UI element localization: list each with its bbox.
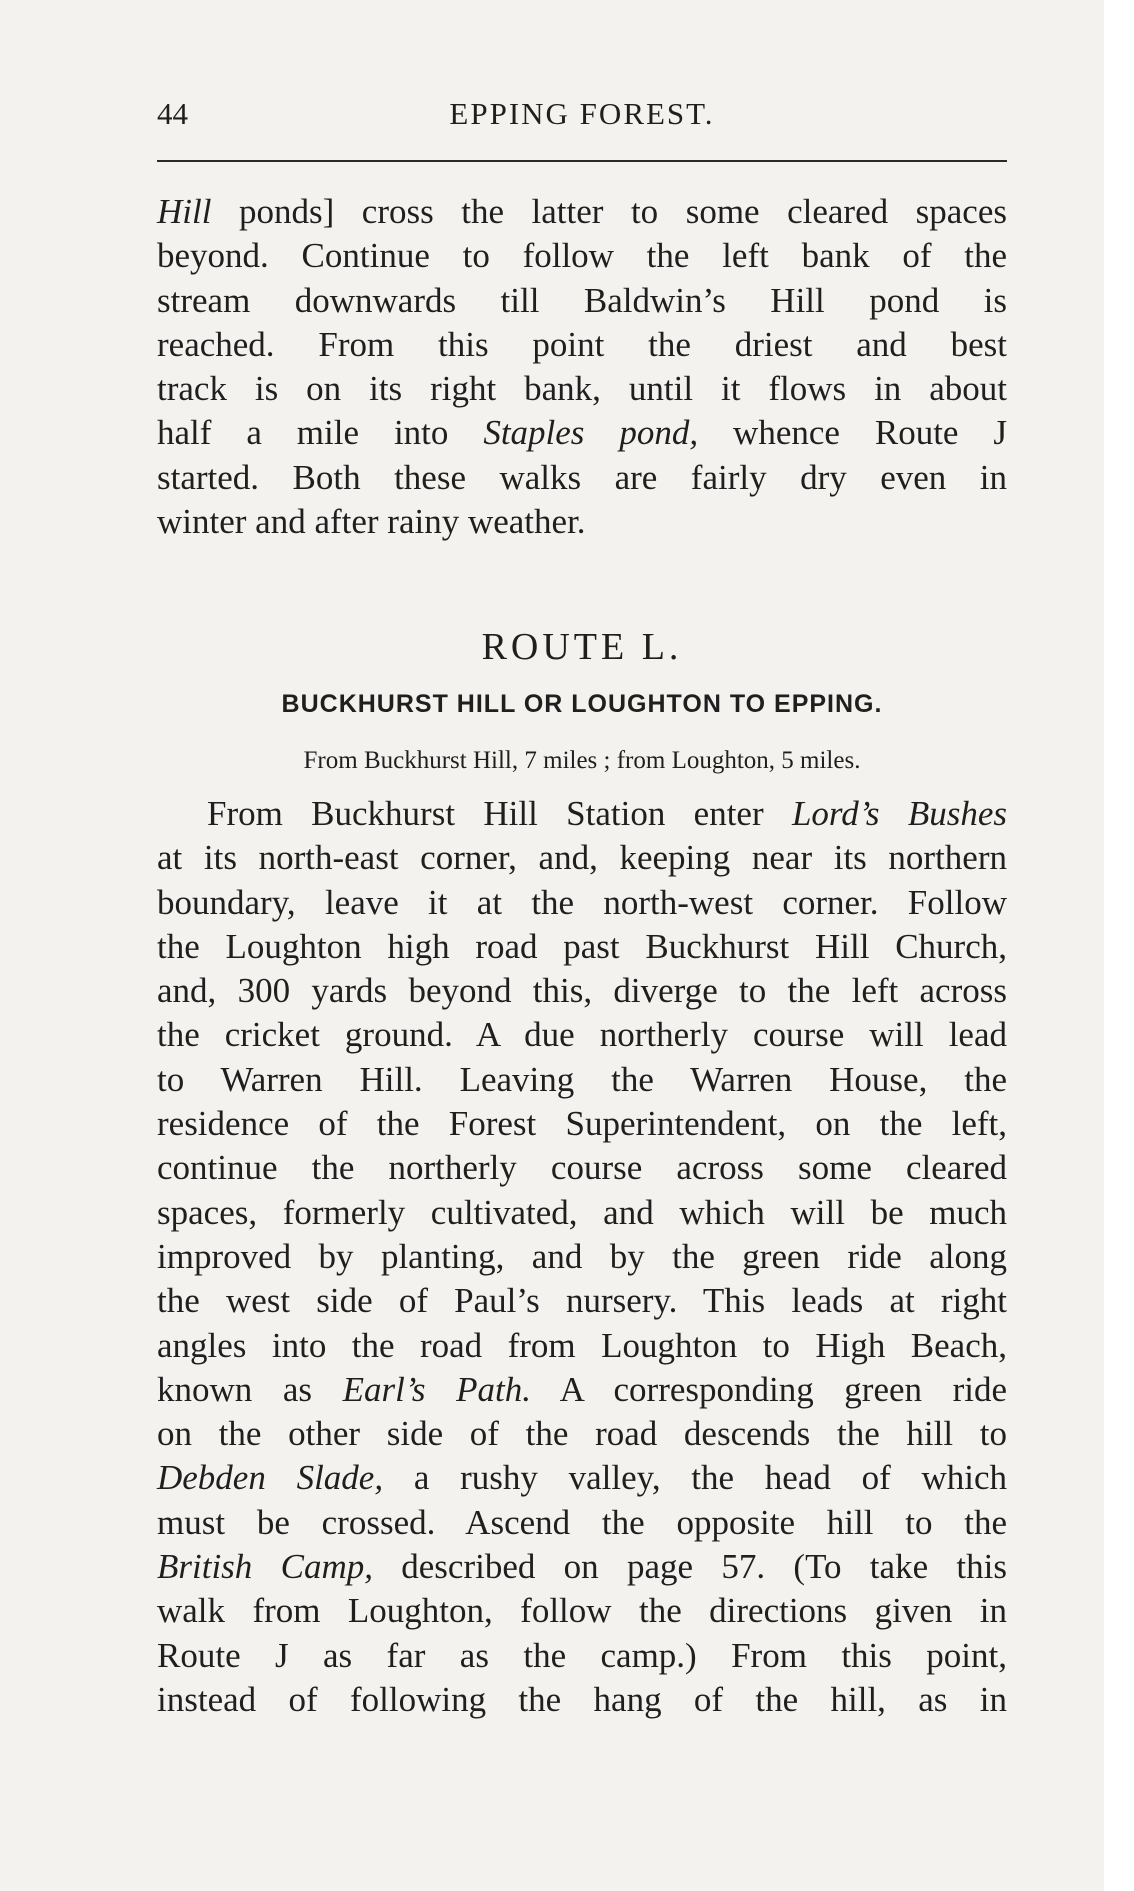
text-line: walk from Loughton, follow the directions given in: [157, 1591, 1007, 1631]
text-line: spaces, formerly cultivated, and which will be much: [157, 1192, 1007, 1232]
text-line: on the other side of the road descends the hill to: [157, 1414, 1007, 1454]
text-line: at its north-east corner, and, keeping near its northern: [157, 838, 1007, 878]
text-line: must be crossed. Ascend the opposite hill to the: [157, 1502, 1007, 1542]
text-line: continue the northerly course across some cleared: [157, 1148, 1007, 1188]
text-line: reached. From this point the driest and best: [157, 324, 1007, 364]
italic-place-name: British Camp,: [157, 1547, 373, 1587]
text-line: From Buckhurst Hill Station enter Lord’s Bushes: [207, 794, 1007, 833]
text-line: beyond. Continue to follow the left bank of the: [157, 236, 1007, 276]
text-line: British Camp, described on page 57. (To take this: [157, 1547, 1007, 1587]
text-line: to Warren Hill. Leaving the Warren House, the: [157, 1059, 1007, 1099]
text-line: angles into the road from Loughton to High Beach,: [157, 1325, 1007, 1365]
text-line: instead of following the hang of the hill, as in: [157, 1679, 1007, 1719]
text-line: started. Both these walks are fairly dry even in: [157, 457, 1007, 497]
text-line: boundary, leave it at the north-west corner. Follow: [157, 882, 1007, 922]
text-line: winter and after rainy weather.: [157, 502, 586, 542]
header-rule: [157, 160, 1007, 162]
page-number: 44: [157, 96, 188, 131]
text-line: half a mile into Staples pond, whence Route J: [157, 413, 1007, 453]
page-edge: [1104, 0, 1134, 1891]
italic-place-name: Debden Slade,: [157, 1458, 384, 1498]
italic-place-name: Hill: [157, 192, 212, 231]
text-line: residence of the Forest Superintendent, on the left,: [157, 1104, 1007, 1144]
text-line: improved by planting, and by the green ride along: [157, 1236, 1007, 1276]
italic-place-name: Staples pond,: [483, 413, 699, 453]
italic-place-name: Earl’s Path.: [342, 1369, 531, 1409]
route-title: ROUTE L.: [481, 626, 683, 668]
page-header: [157, 96, 1007, 136]
text-line: stream downwards till Baldwin’s Hill pond is: [157, 280, 1007, 320]
running-title: EPPING FOREST.: [449, 96, 715, 131]
text-line: Route J as far as the camp.) From this point,: [157, 1635, 1007, 1675]
text-line: track is on its right bank, until it flows in about: [157, 369, 1007, 409]
text-line: and, 300 yards beyond this, diverge to the left across: [157, 971, 1007, 1011]
paragraph-route-l: [157, 792, 1007, 1722]
italic-place-name: Lord’s Bushes: [791, 794, 1007, 833]
text-line: Debden Slade, a rushy valley, the head of which: [157, 1458, 1008, 1498]
route-distance: From Buckhurst Hill, 7 miles ; from Loughton, 5 miles.: [303, 747, 861, 774]
text-line: the cricket ground. A due northerly course will lead: [157, 1015, 1007, 1055]
text-line: Hill ponds] cross the latter to some cleared spaces: [157, 192, 1007, 231]
text-line: known as Earl’s Path. A corresponding green ride: [157, 1369, 1007, 1409]
text-line: the Loughton high road past Buckhurst Hill Church,: [157, 926, 1007, 966]
route-subtitle: BUCKHURST HILL OR LOUGHTON TO EPPING.: [281, 690, 883, 718]
text-line: the west side of Paul’s nursery. This leads at right: [157, 1281, 1007, 1321]
paragraph-route-k-end: [157, 190, 1007, 544]
